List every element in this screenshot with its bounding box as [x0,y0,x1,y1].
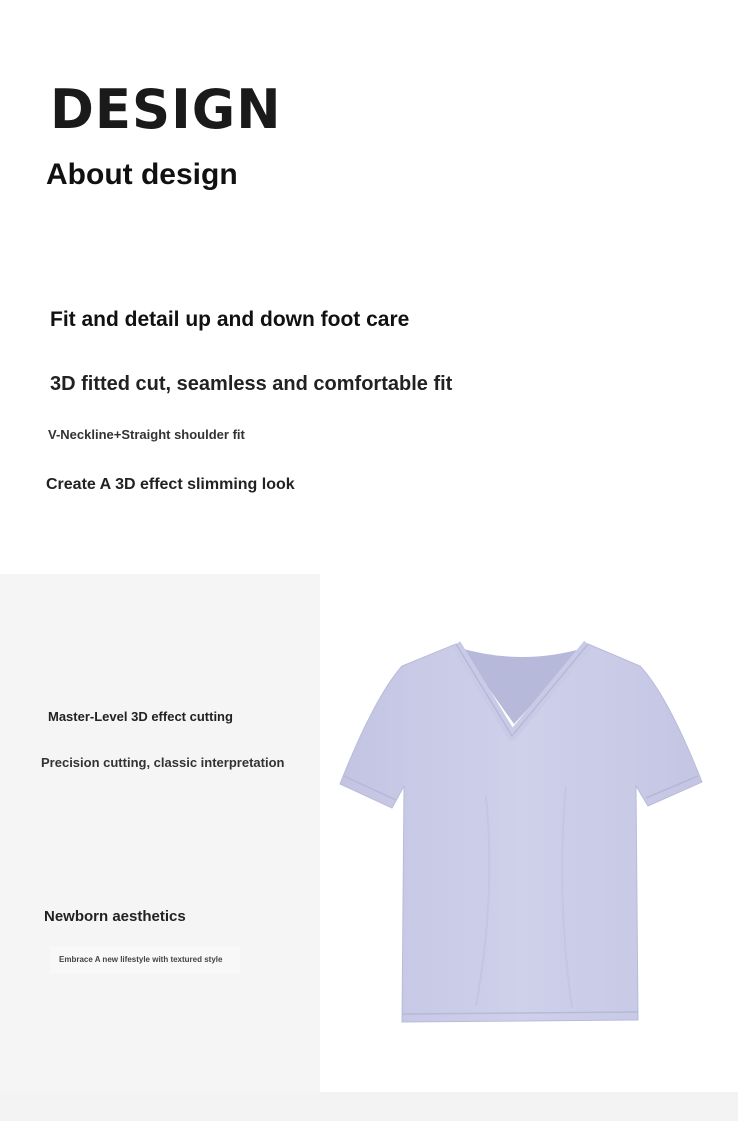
slimming-look-text: Create A 3D effect slimming look [46,476,295,493]
fitted-cut-heading: 3D fitted cut, seamless and comfortable fit [50,373,453,395]
bottom-strip [0,1092,738,1121]
design-logo-word: DESIGN [50,78,282,141]
precision-cutting-text: Precision cutting, classic interpretation [41,755,285,770]
fit-detail-heading: Fit and detail up and down foot care [50,308,410,331]
newborn-aesthetics-title: Newborn aesthetics [44,908,186,925]
v-neck-tshirt-icon [336,636,706,1028]
feature-panel-left [0,574,320,1094]
master-cutting-title: Master-Level 3D effect cutting [48,709,233,724]
about-design-heading: About design [46,158,238,191]
embrace-lifestyle-text: Embrace A new lifestyle with textured style [59,955,223,964]
neckline-text: V-Neckline+Straight shoulder fit [48,427,245,442]
